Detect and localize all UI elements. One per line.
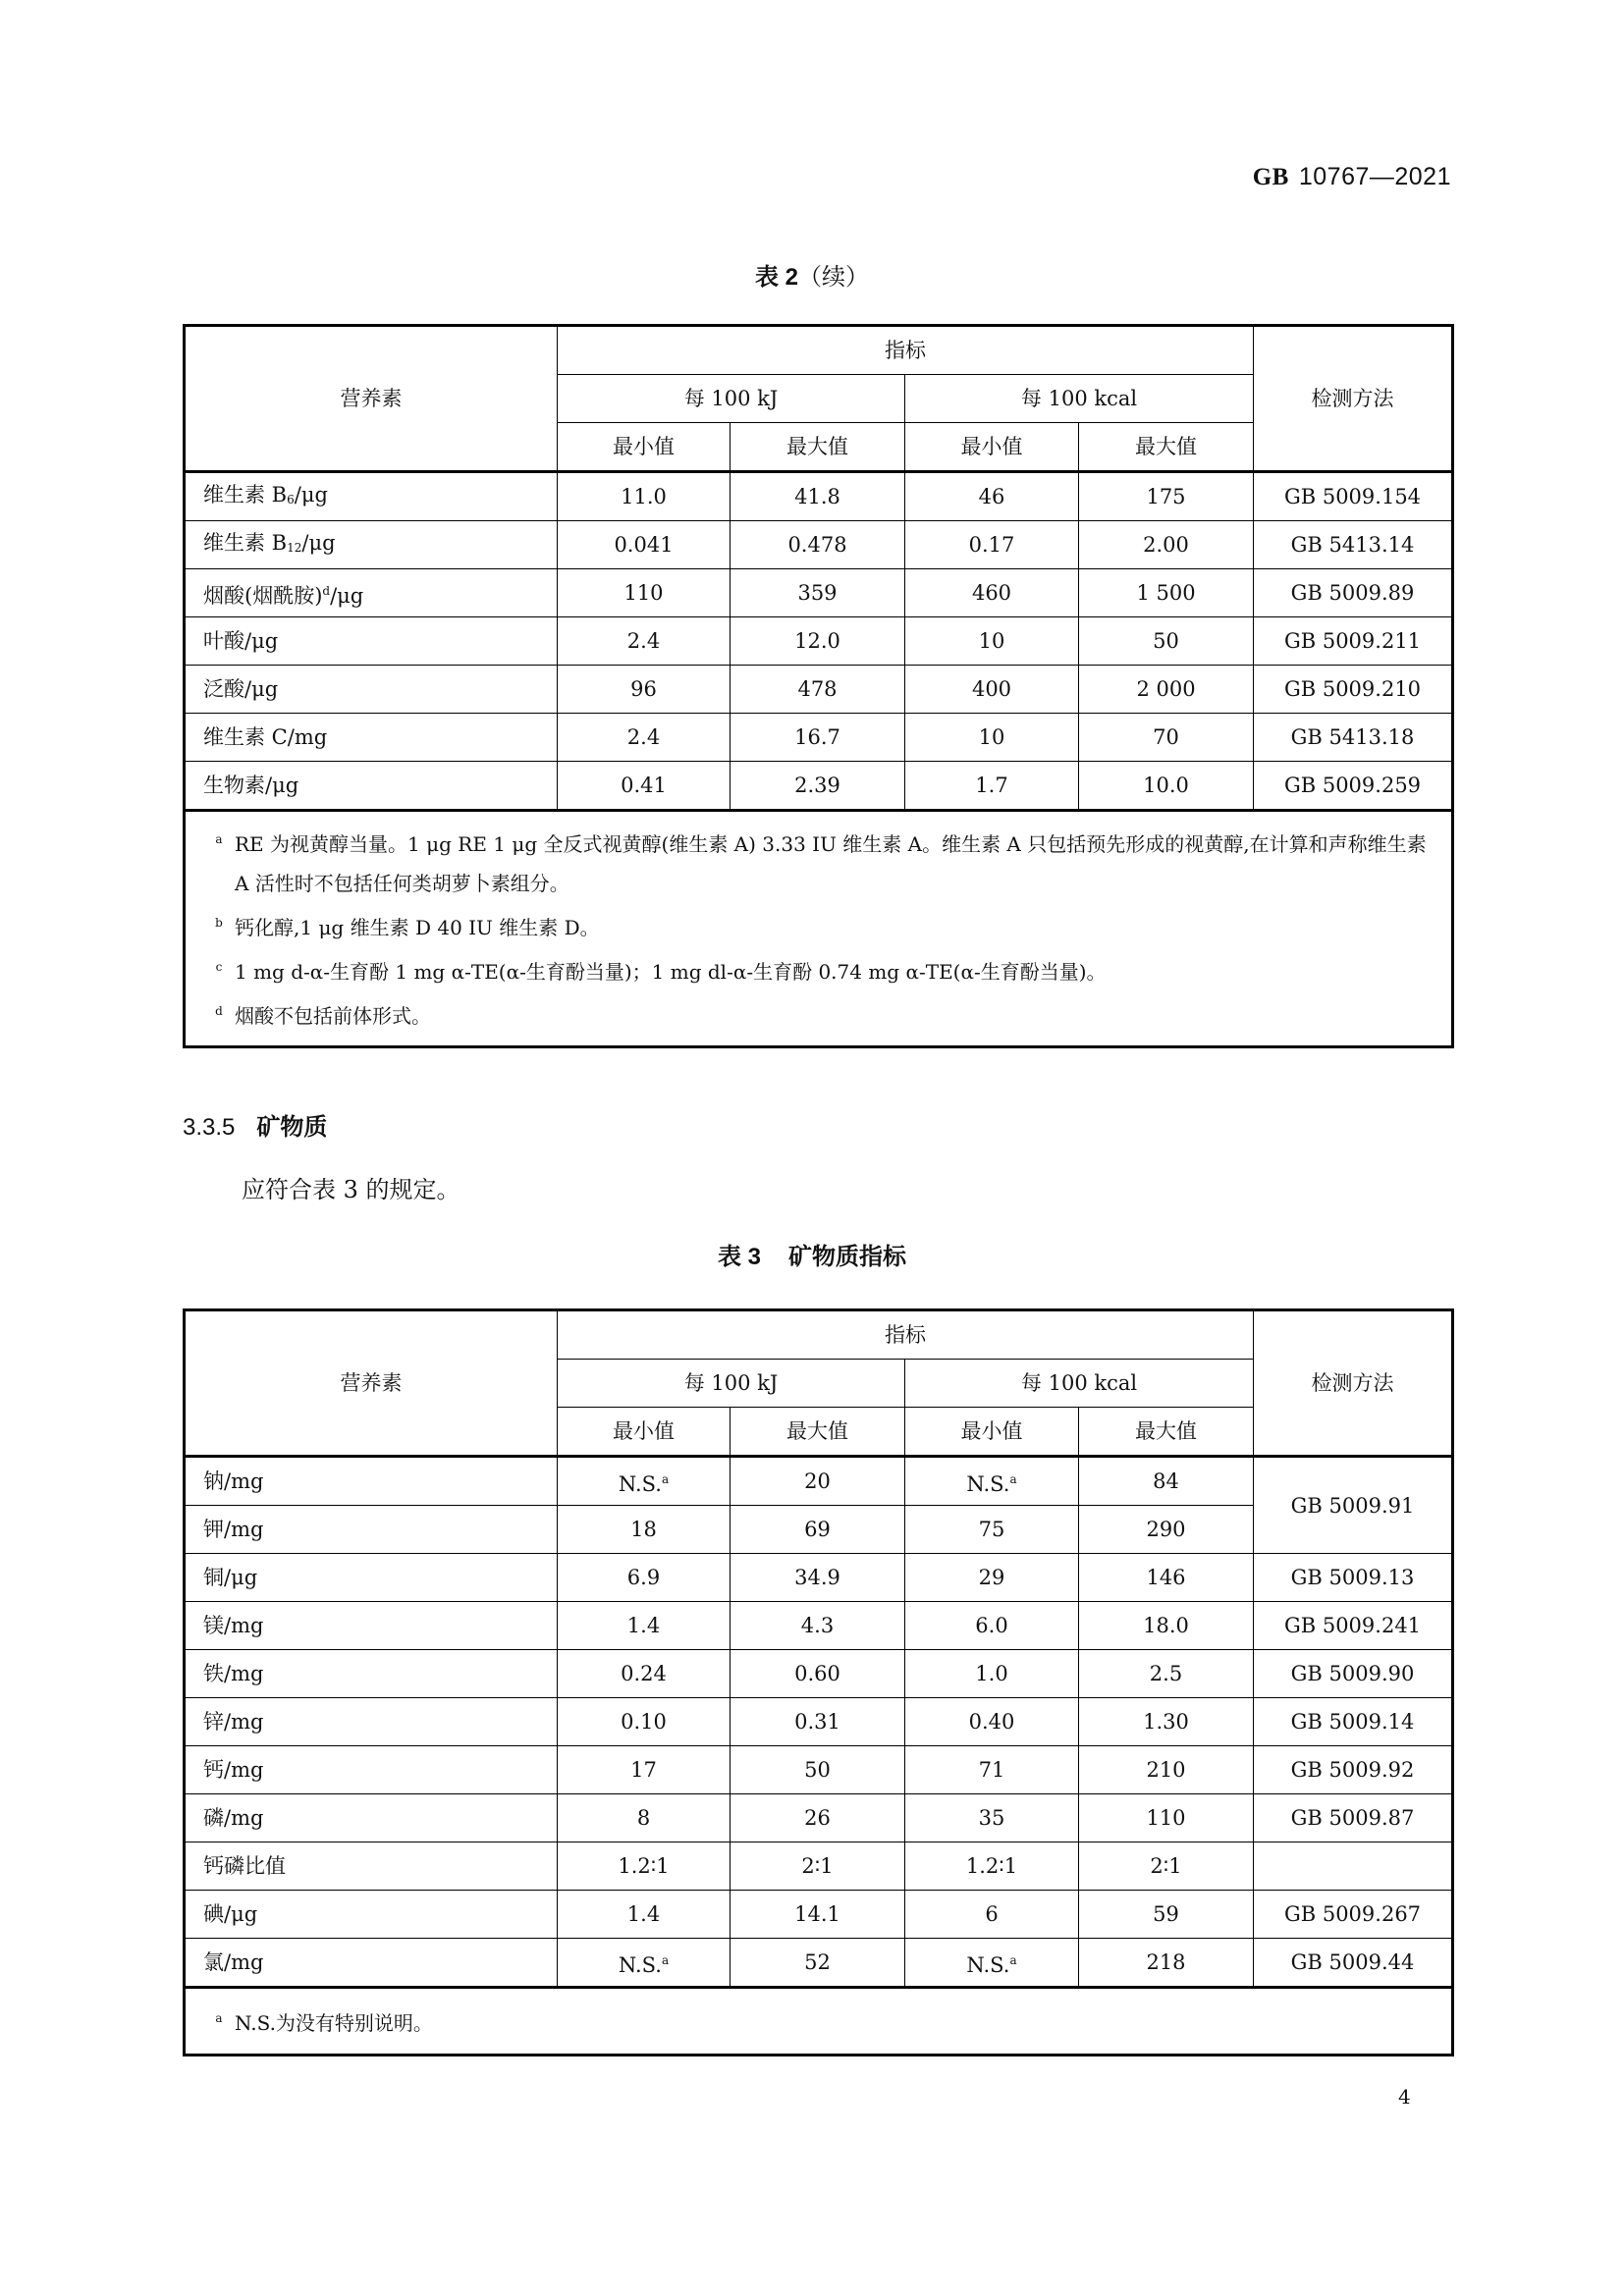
table2-caption-label: 表 2 <box>754 264 798 291</box>
cell-method: GB 5009.89 <box>1254 569 1453 617</box>
cell-value: 0.31 <box>794 1710 840 1734</box>
footnote-mark: a <box>1009 1471 1017 1486</box>
nutrient-name: 磷/mg <box>185 1794 558 1842</box>
cell-value: 210 <box>1146 1758 1186 1782</box>
table-row <box>185 521 1453 569</box>
cell-kj-min <box>558 1602 731 1650</box>
cell-kcal-max <box>1079 1891 1254 1939</box>
section-title: 矿物质 <box>256 1114 328 1141</box>
footnote-mark: c <box>215 960 223 974</box>
cell-kcal-min <box>905 1939 1079 1988</box>
cell-kcal-min <box>905 1650 1079 1698</box>
table-row <box>185 1746 1453 1794</box>
nutrient-name: 铜/μg <box>185 1554 558 1602</box>
cell-kcal-max: 10.0 <box>1079 762 1254 811</box>
unit: /μg <box>330 583 364 608</box>
cell-kj-min <box>558 1891 731 1939</box>
nutrient-name: 氯/mg <box>185 1939 558 1988</box>
cell-value: 8 <box>636 1806 651 1830</box>
unit: /μg <box>294 482 328 507</box>
cell-kj-max: 0.478 <box>731 521 905 569</box>
cell-value: 2∶1 <box>801 1854 834 1878</box>
cell-value: 18.0 <box>1143 1614 1189 1637</box>
cell-kcal-min <box>905 1602 1079 1650</box>
table-row <box>185 1602 1453 1650</box>
nutrient-label: 烟酸(烟酰胺) <box>203 583 323 608</box>
cell-value: 6.0 <box>975 1614 1008 1637</box>
standard-prefix: GB <box>1252 164 1289 190</box>
cell-kj-max: 359 <box>731 569 905 617</box>
table3-footnotes <box>185 1988 1453 2056</box>
cell-value: 290 <box>1146 1518 1186 1541</box>
cell-method: GB 5009.210 <box>1254 666 1453 714</box>
nutrient-name <box>185 617 558 666</box>
cell-value: N.S. <box>618 1471 662 1496</box>
cell-value: 1.4 <box>626 1902 661 1926</box>
cell-value: 84 <box>1153 1469 1179 1493</box>
cell-kj-max <box>731 1506 905 1554</box>
table3-caption-label: 表 3 <box>717 1244 761 1270</box>
header-per-100kj: 每 100 kJ <box>558 1360 905 1408</box>
cell-value: 6 <box>985 1902 999 1926</box>
cell-value: 218 <box>1146 1950 1186 1974</box>
cell-kj-max: 41.8 <box>731 472 905 521</box>
cell-kj-max <box>731 1457 905 1506</box>
cell-kj-max <box>731 1842 905 1891</box>
footnote <box>203 820 1434 903</box>
table-row <box>185 714 1453 762</box>
cell-value: 20 <box>804 1469 831 1493</box>
cell-method: GB 5009.14 <box>1254 1698 1453 1746</box>
nutrient-name: 碘/μg <box>185 1891 558 1939</box>
cell-value: 0.24 <box>621 1662 667 1685</box>
cell-kj-min <box>558 1506 731 1554</box>
cell-value: 52 <box>804 1950 831 1974</box>
section-heading <box>183 1107 327 1142</box>
footnote-mark: d <box>322 583 331 598</box>
cell-value: 1.2∶1 <box>965 1854 1018 1878</box>
cell-kcal-max <box>1079 1650 1254 1698</box>
table-row <box>185 472 1453 521</box>
cell-value: N.S. <box>618 1952 662 1977</box>
table-row <box>185 1794 1453 1842</box>
cell-kj-min <box>558 1457 731 1506</box>
cell-value: 0.60 <box>794 1662 840 1685</box>
cell-value: 18 <box>630 1518 657 1541</box>
cell-value: N.S. <box>966 1952 1010 1977</box>
table-row <box>185 666 1453 714</box>
table2-footnotes <box>185 811 1453 1047</box>
cell-kj-max: 478 <box>731 666 905 714</box>
cell-value: 26 <box>804 1806 831 1830</box>
header-kj-min: 最小值 <box>558 1408 731 1457</box>
cell-kcal-min: 10 <box>905 617 1079 666</box>
header-kcal-min: 最小值 <box>905 423 1079 472</box>
footnote <box>203 947 1434 991</box>
table3-caption <box>0 1237 1624 1271</box>
table2-caption-suffix: （续） <box>798 264 869 291</box>
cell-kj-min: 11.0 <box>558 472 731 521</box>
nutrient-label: 叶酸 <box>203 629 244 653</box>
cell-value: N.S. <box>966 1471 1010 1496</box>
cell-value: 1.30 <box>1143 1710 1189 1734</box>
cell-kj-max <box>731 1554 905 1602</box>
cell-method: GB 5009.241 <box>1254 1602 1453 1650</box>
cell-kcal-min <box>905 1746 1079 1794</box>
header-method: 检测方法 <box>1254 1310 1453 1457</box>
table-row <box>185 1554 1453 1602</box>
footnote-text: RE 为视黄醇当量。1 μg RE 1 μg 全反式视黄醇(维生素 A) 3.33 IU 维生素 A。维生素 A 只包括预先形成的视黄醇,在计算和声称维生素 A 活性时不包括任何类胡萝卜素组分。 <box>235 832 1427 895</box>
nutrient-name: 钾/mg <box>185 1506 558 1554</box>
cell-kcal-max: 50 <box>1079 617 1254 666</box>
cell-value: 110 <box>1146 1806 1186 1830</box>
nutrient-label: 泛酸 <box>203 677 244 701</box>
cell-value: 17 <box>630 1758 657 1782</box>
nutrient-name: 铁/mg <box>185 1650 558 1698</box>
footnote-mark: a <box>215 832 223 846</box>
cell-kcal-max: 2.00 <box>1079 521 1254 569</box>
table-row <box>185 1650 1453 1698</box>
cell-value: 1.0 <box>975 1662 1008 1685</box>
footnote-text: 1 mg d-α-生育酚 1 mg α-TE(α-生育酚当量)；1 mg dl-α-生育酚 0.74 mg α-TE(α-生育酚当量)。 <box>235 960 1107 984</box>
table-row <box>185 1939 1453 1988</box>
cell-value: 69 <box>804 1518 831 1541</box>
header-kj-max: 最大值 <box>731 423 905 472</box>
cell-kj-max <box>731 1746 905 1794</box>
nutrient-name <box>185 521 558 569</box>
table-row <box>185 569 1453 617</box>
cell-kj-min: 110 <box>558 569 731 617</box>
header-kj-max: 最大值 <box>731 1408 905 1457</box>
unit: /μg <box>265 774 299 797</box>
standard-code <box>1253 163 1451 191</box>
cell-kcal-max <box>1079 1698 1254 1746</box>
header-nutrient: 营养素 <box>185 326 558 472</box>
cell-value: 0.40 <box>968 1710 1015 1734</box>
cell-method: GB 5413.14 <box>1254 521 1453 569</box>
cell-kj-max: 16.7 <box>731 714 905 762</box>
unit: /μg <box>301 530 336 555</box>
cell-method: GB 5413.18 <box>1254 714 1453 762</box>
cell-kj-max <box>731 1794 905 1842</box>
cell-kj-max <box>731 1650 905 1698</box>
nutrient-name <box>185 569 558 617</box>
footnote <box>203 2003 1434 2038</box>
nutrient-name: 钙/mg <box>185 1746 558 1794</box>
section-number: 3.3.5 <box>183 1114 236 1141</box>
cell-kj-min: 0.41 <box>558 762 731 811</box>
cell-value: 35 <box>978 1806 1005 1830</box>
cell-value: 2.5 <box>1149 1662 1183 1685</box>
footnote-mark: a <box>1009 1952 1017 1967</box>
cell-kj-min: 0.041 <box>558 521 731 569</box>
cell-value: 2∶1 <box>1150 1854 1182 1878</box>
header-per-100kcal: 每 100 kcal <box>905 1360 1254 1408</box>
table-row <box>185 1457 1453 1506</box>
cell-value: 0.10 <box>621 1710 667 1734</box>
mineral-table <box>183 1308 1454 2056</box>
cell-value: 59 <box>1153 1902 1179 1926</box>
cell-kj-max <box>731 1939 905 1988</box>
cell-kcal-min <box>905 1554 1079 1602</box>
table-row <box>185 762 1453 811</box>
table3-caption-title: 矿物质指标 <box>788 1244 906 1270</box>
cell-kcal-max: 175 <box>1079 472 1254 521</box>
nutrient-name <box>185 472 558 521</box>
cell-value: 75 <box>978 1518 1005 1541</box>
footnote-text: 钙化醇,1 μg 维生素 D 40 IU 维生素 D。 <box>235 916 600 939</box>
cell-kj-max: 2.39 <box>731 762 905 811</box>
subscript: 6 <box>287 492 295 507</box>
table-row <box>185 617 1453 666</box>
section-paragraph: 应符合表 3 的规定。 <box>242 1176 460 1203</box>
cell-kj-min: 2.4 <box>558 714 731 762</box>
header-kcal-min: 最小值 <box>905 1408 1079 1457</box>
unit: /mg <box>287 725 328 749</box>
table2-caption <box>0 257 1624 292</box>
nutrient-name <box>185 714 558 762</box>
nutrient-name: 钠/mg <box>185 1457 558 1506</box>
table-row <box>185 1842 1453 1891</box>
header-per-100kj: 每 100 kJ <box>558 375 905 423</box>
cell-kcal-max: 70 <box>1079 714 1254 762</box>
cell-value: 1.2∶1 <box>618 1854 670 1878</box>
cell-kj-min: 2.4 <box>558 617 731 666</box>
cell-method: GB 5009.211 <box>1254 617 1453 666</box>
cell-kj-min: 96 <box>558 666 731 714</box>
cell-kcal-min <box>905 1698 1079 1746</box>
cell-value: 146 <box>1146 1566 1186 1589</box>
nutrient-label: 维生素 B <box>203 530 288 555</box>
cell-kcal-max <box>1079 1939 1254 1988</box>
cell-kj-max <box>731 1891 905 1939</box>
nutrient-label: 维生素 C <box>203 725 288 749</box>
cell-kcal-min <box>905 1891 1079 1939</box>
cell-method: GB 5009.44 <box>1254 1939 1453 1988</box>
header-kj-min: 最小值 <box>558 423 731 472</box>
header-method: 检测方法 <box>1254 326 1453 472</box>
header-per-100kcal: 每 100 kcal <box>905 375 1254 423</box>
footnote-mark: b <box>215 916 223 930</box>
page-number: 4 <box>1398 2085 1411 2109</box>
cell-kj-min <box>558 1842 731 1891</box>
cell-kcal-max <box>1079 1794 1254 1842</box>
footnote-mark: a <box>661 1952 670 1967</box>
footnote-mark: a <box>215 2010 223 2025</box>
cell-value: 71 <box>978 1758 1005 1782</box>
nutrient-name: 钙磷比值 <box>185 1842 558 1891</box>
cell-kj-max: 12.0 <box>731 617 905 666</box>
table-row <box>185 1891 1453 1939</box>
cell-kcal-max: 1 500 <box>1079 569 1254 617</box>
cell-kcal-min: 46 <box>905 472 1079 521</box>
nutrient-name <box>185 666 558 714</box>
cell-value: 14.1 <box>794 1902 840 1926</box>
cell-value: 29 <box>978 1566 1005 1589</box>
cell-method: GB 5009.90 <box>1254 1650 1453 1698</box>
cell-kcal-max <box>1079 1842 1254 1891</box>
cell-kcal-min: 10 <box>905 714 1079 762</box>
cell-kcal-max <box>1079 1554 1254 1602</box>
unit: /μg <box>244 677 279 701</box>
cell-value: 1.4 <box>626 1614 661 1637</box>
footnote-text: 烟酸不包括前体形式。 <box>235 1004 431 1028</box>
cell-kcal-min <box>905 1506 1079 1554</box>
cell-kcal-min: 1.7 <box>905 762 1079 811</box>
cell-kcal-max <box>1079 1746 1254 1794</box>
cell-method: GB 5009.267 <box>1254 1891 1453 1939</box>
cell-kj-min <box>558 1554 731 1602</box>
footnote <box>203 903 1434 947</box>
nutrient-name: 锌/mg <box>185 1698 558 1746</box>
cell-kj-min <box>558 1650 731 1698</box>
cell-kj-min <box>558 1939 731 1988</box>
unit: /μg <box>244 629 279 653</box>
header-kcal-max: 最大值 <box>1079 423 1254 472</box>
header-kcal-max: 最大值 <box>1079 1408 1254 1457</box>
subscript: 12 <box>287 540 302 555</box>
cell-kj-max <box>731 1602 905 1650</box>
cell-value: 50 <box>804 1758 831 1782</box>
cell-method: GB 5009.13 <box>1254 1554 1453 1602</box>
cell-method: GB 5009.154 <box>1254 472 1453 521</box>
cell-value: 6.9 <box>626 1566 661 1589</box>
cell-method: GB 5009.92 <box>1254 1746 1453 1794</box>
cell-kcal-min: 0.17 <box>905 521 1079 569</box>
cell-kj-min <box>558 1794 731 1842</box>
footnote <box>203 991 1434 1036</box>
vitamin-table-continued <box>183 324 1454 1048</box>
cell-kj-min <box>558 1746 731 1794</box>
nutrient-name <box>185 762 558 811</box>
cell-kcal-min: 460 <box>905 569 1079 617</box>
nutrient-name: 镁/mg <box>185 1602 558 1650</box>
footnote-text: N.S.为没有特别说明。 <box>235 2010 433 2035</box>
header-indicator: 指标 <box>558 1310 1254 1360</box>
cell-method: GB 5009.91 <box>1254 1457 1453 1554</box>
cell-value: 4.3 <box>800 1614 835 1637</box>
cell-kcal-min <box>905 1842 1079 1891</box>
cell-kcal-min <box>905 1794 1079 1842</box>
cell-kj-max <box>731 1698 905 1746</box>
nutrient-label: 维生素 B <box>203 482 288 507</box>
cell-method <box>1254 1842 1453 1891</box>
nutrient-label: 生物素 <box>203 774 265 797</box>
cell-kcal-max <box>1079 1602 1254 1650</box>
cell-kcal-min: 400 <box>905 666 1079 714</box>
cell-kcal-max <box>1079 1457 1254 1506</box>
footnote-mark: a <box>661 1471 670 1486</box>
standard-number: 10767—2021 <box>1298 163 1451 190</box>
cell-value: 34.9 <box>794 1566 840 1589</box>
cell-kcal-min <box>905 1457 1079 1506</box>
cell-kcal-max <box>1079 1506 1254 1554</box>
footnote-mark: d <box>215 1004 223 1018</box>
cell-method: GB 5009.87 <box>1254 1794 1453 1842</box>
header-nutrient: 营养素 <box>185 1310 558 1457</box>
table-row <box>185 1698 1453 1746</box>
header-indicator: 指标 <box>558 326 1254 375</box>
cell-kj-min <box>558 1698 731 1746</box>
cell-method: GB 5009.259 <box>1254 762 1453 811</box>
cell-kcal-max: 2 000 <box>1079 666 1254 714</box>
